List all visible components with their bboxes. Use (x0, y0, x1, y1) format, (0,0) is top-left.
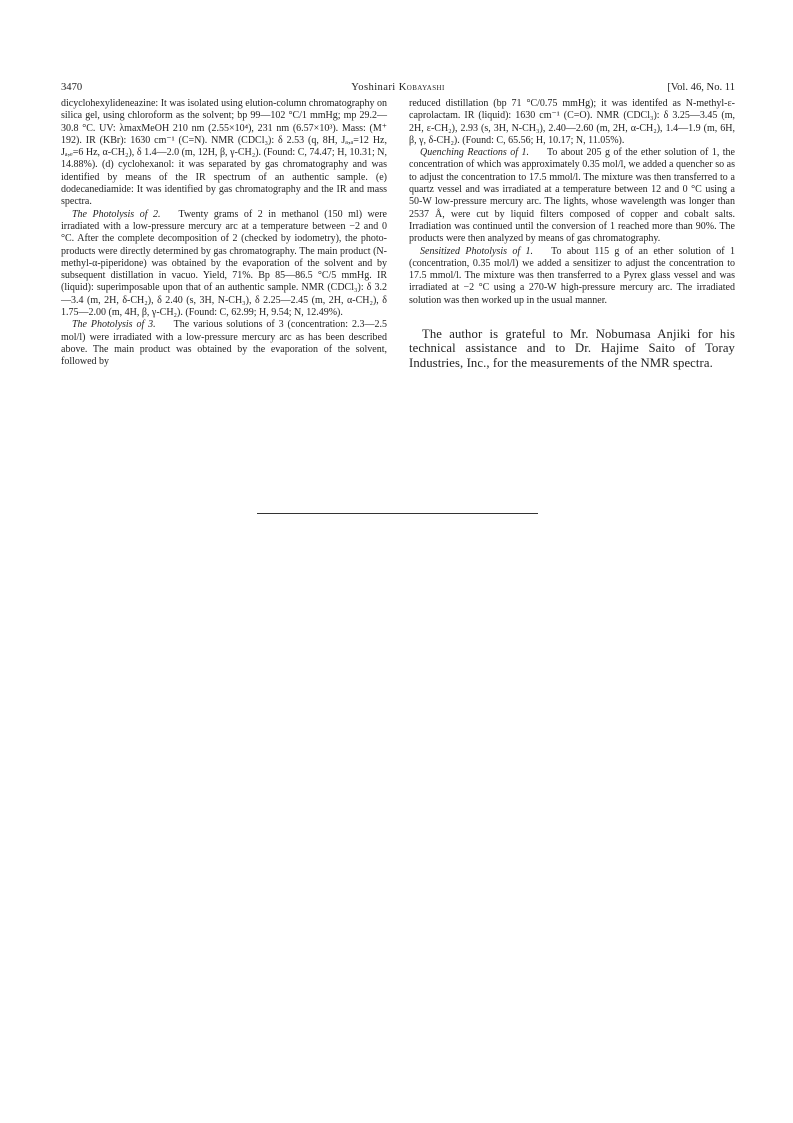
quenching-reactions-paragraph (409, 147, 735, 245)
paragraph-body: To about 205 g of the ether solution of 1, the concentration of which was approximately 0.35 mol/l, we added a quencher so as to adjust the concentration to 17.5 mmol/l. The mixture was then transferred to a quartz vessel and was irradiated at a temperature between 12 and 0 °C using a 50-W low-pressure mercury arc. The lights, whose wavelength was longer than 2537 Å, were cut by liquid filters composed of copper and cobalt salts. Irradiation was continued until the conversion of 1 reached more than 90%. The products were then analyzed by means of gas chromatography. (409, 147, 735, 245)
acknowledgement: The author is grateful to Mr. Nobumasa Anjiki for his technical assistance and to Dr. Hajime Saito of Toray Industries, Inc., for the measurements of the NMR spectra. (409, 327, 735, 370)
running-author (61, 80, 735, 96)
photolysis-2-paragraph (61, 209, 387, 320)
section-heading: The Photolysis of 3. (72, 319, 156, 331)
page-number: 3470 (61, 82, 83, 93)
left-column (61, 98, 387, 369)
running-header (61, 80, 735, 96)
volume-info: [Vol. 46, No. 11 (667, 82, 735, 93)
paragraph-body: To about 115 g of an ether solution of 1 (concentration, 0.35 mol/l) we added a sensitizer to adjust the concentration to 17.5 mmol/l. The mixture was then transferred to a Pyrex glass vessel and was irradiated at −2 °C using a 270-W high-pressure mercury arc. The irradiated solution was then worked up in the usual manner. (409, 245, 735, 306)
photolysis-3-paragraph (61, 319, 387, 368)
section-heading: Sensitized Photolysis of 1. (420, 245, 534, 257)
paragraph-body: The various solutions of 3 (concentration: 2.3—2.5 mol/l) were irradiated with a low-pressure mercury arc as has been described above. The main product was obtained by the evaporation of the solvent, followed by (61, 319, 387, 368)
end-rule (257, 513, 538, 514)
section-heading: The Photolysis of 2. (72, 208, 161, 220)
section-heading: Quenching Reactions of 1. (420, 147, 529, 159)
paragraph-body: Twenty grams of 2 in methanol (150 ml) were irradiated with a low-pressure mercury arc at a temperature between −2 and 0 °C. After the complete decomposition of 2 (checked by iodometry), the photo-products were directly determined by gas chromatography. The main product (N-methyl-α-piperidone) was obtained by the evaporation of the solvent and by subsequent distillation in vacuo. Yield, 71%. Bp 85—86.5 °C/5 mmHg. IR (liquid): superimposable upon that of an authentic sample. NMR (CDCl₃): δ 3.2—3.4 (m, 2H, δ-CH₂), δ 2.40 (s, 3H, N-CH₃), δ 2.25—2.45 (m, 2H, α-CH₂), δ 1.75—2.00 (m, 4H, β, γ-CH₂). (Found: C, 62.99; H, 9.54; N, 12.49%). (61, 208, 387, 319)
continued-paragraph: reduced distillation (bp 71 °C/0.75 mmHg); it was identifed as N-methyl-ε-caprolactam. IR (liquid): 1630 cm⁻¹ (C=O). NMR (CDCl₃): δ 3.25—3.45 (m, 2H, ε-CH₂), 2.93 (s, 3H, N-CH₃), 2.40—2.60 (m, 2H, α-CH₂), 1.4—1.9 (m, 6H, β, γ, δ-CH₂). (Found: C, 65.56; H, 10.17; N, 11.05%). (409, 98, 735, 146)
right-column (409, 98, 735, 370)
author-first-name: Yoshinari (351, 82, 396, 93)
compound-characterization-paragraph: dicyclohexylideneazine: It was isolated using elution-column chromatography on silica gel, using chloroform as the solvent; bp 99—102 °C/1 mmHg; mp 29.2—30.8 °C. UV: λmaxMeOH 210 nm (2.55×10⁴), 231 nm (6.57×10³). Mass: (M⁺ 192). IR (KBr): 1630 cm⁻¹ (C=N). NMR (CDCl₃): δ 2.53 (q, 8H, Jₐ,ₐ=12 Hz, Jₐ,ₑ=6 Hz, α-CH₂), δ 1.4—2.0 (m, 12H, β, γ-CH₂). (Found: C, 74.47; H, 10.31; N, 14.88%). (d) cyclohexanol: it was separated by gas chromatography and was identified by means of the IR spectrum of an authentic sample. (e) dodecanediamide: It was identified by gas chromatography and the IR and mass spectra. (61, 98, 387, 208)
author-last-name: Kobayashi (398, 82, 445, 93)
sensitized-photolysis-paragraph (409, 246, 735, 307)
